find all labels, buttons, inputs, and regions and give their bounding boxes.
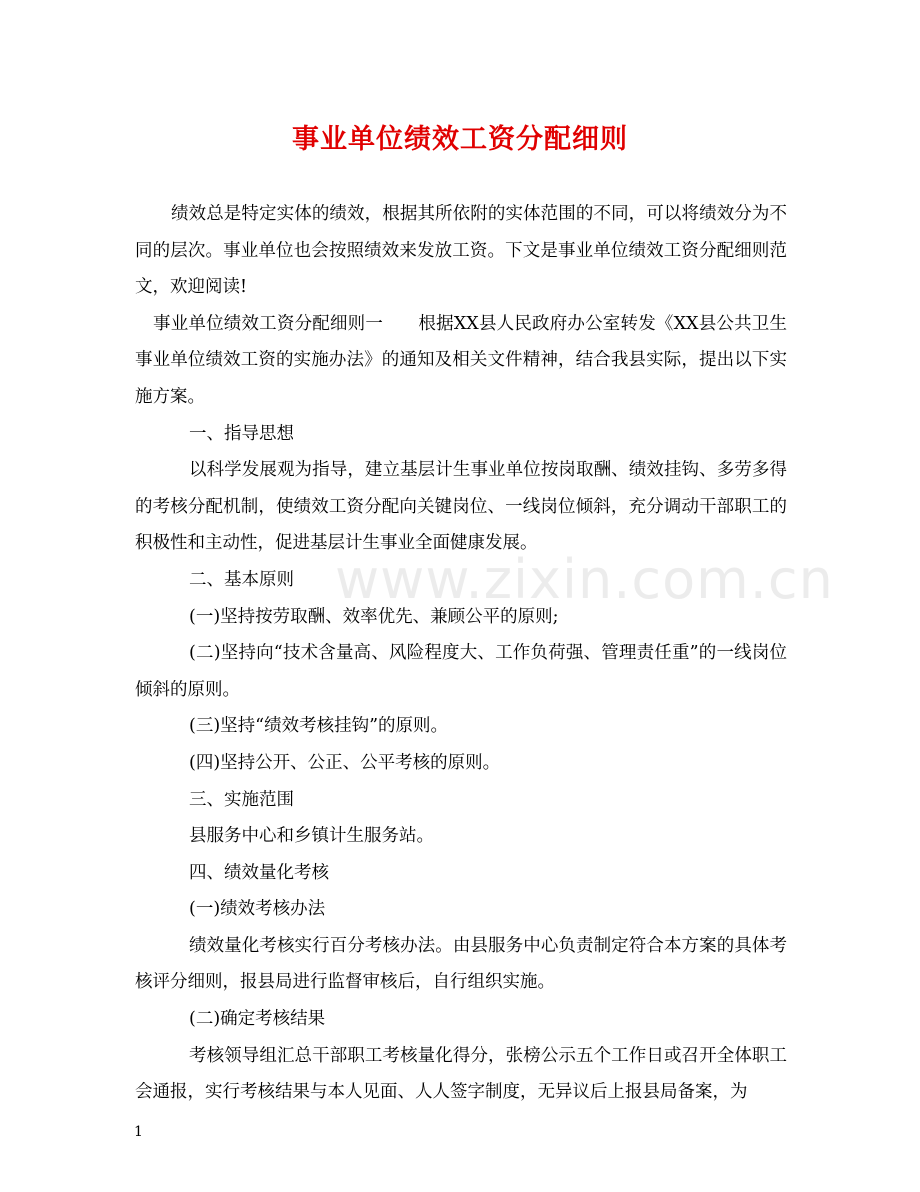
heading-scope: 三、实施范围	[189, 789, 294, 810]
principle-item-3: (三)坚持“绩效考核挂钩”的原则。	[189, 716, 449, 737]
document-body	[135, 196, 787, 1111]
subheading-assessment-results: (二)确定考核结果	[189, 1009, 326, 1030]
paragraph-guiding-ideology: 以科学发展观为指导，建立基层计生事业单位按岗取酬、绩效挂钩、多劳多得的考核分配机制，使绩效工资分配向关键岗位、一线岗位倾斜，充分调动干部职工的积极性和主动性，促进基层计生事业全面健康发展。	[135, 460, 787, 554]
principle-item-4: (四)坚持公开、公正、公平考核的原则。	[189, 752, 501, 773]
paragraph-section-intro: 事业单位绩效工资分配细则一 根据XX县人民政府办公室转发《XX县公共卫生事业单位绩效工资的实施办法》的通知及相关文件精神，结合我县实际，提出以下实施方案。	[135, 313, 787, 407]
paragraph-intro: 绩效总是特定实体的绩效，根据其所依附的实体范围的不同，可以将绩效分为不同的层次。事业单位也会按照绩效来发放工资。下文是事业单位绩效工资分配细则范文，欢迎阅读!	[135, 204, 787, 298]
subheading-assessment-method: (一)绩效考核办法	[189, 899, 326, 920]
paragraph-scope: 县服务中心和乡镇计生服务站。	[189, 826, 434, 847]
page-number: 1	[134, 1124, 143, 1140]
paragraph-assessment-method: 绩效量化考核实行百分考核办法。由县服务中心负责制定符合本方案的具体考核评分细则，报县局进行监督审核后，自行组织实施。	[135, 935, 787, 993]
watermark: www.zixin.com.cn	[335, 548, 834, 611]
heading-basic-principles: 二、基本原则	[189, 569, 294, 590]
principle-item-1: (一)坚持按劳取酬、效率优先、兼顾公平的原则;	[189, 606, 559, 627]
principle-item-2: (二)坚持向“技术含量高、风险程度大、工作负荷强、管理责任重”的一线岗位倾斜的原则。	[135, 643, 787, 700]
heading-performance-assessment: 四、绩效量化考核	[189, 862, 329, 883]
document-title: 事业单位绩效工资分配细则	[292, 124, 628, 155]
paragraph-assessment-results: 考核领导组汇总干部职工考核量化得分，张榜公示五个工作日或召开全体职工会通报，实行考核结果与本人见面、人人签字制度，无异议后上报县局备案，为	[135, 1045, 787, 1103]
heading-guiding-ideology: 一、指导思想	[189, 423, 294, 444]
